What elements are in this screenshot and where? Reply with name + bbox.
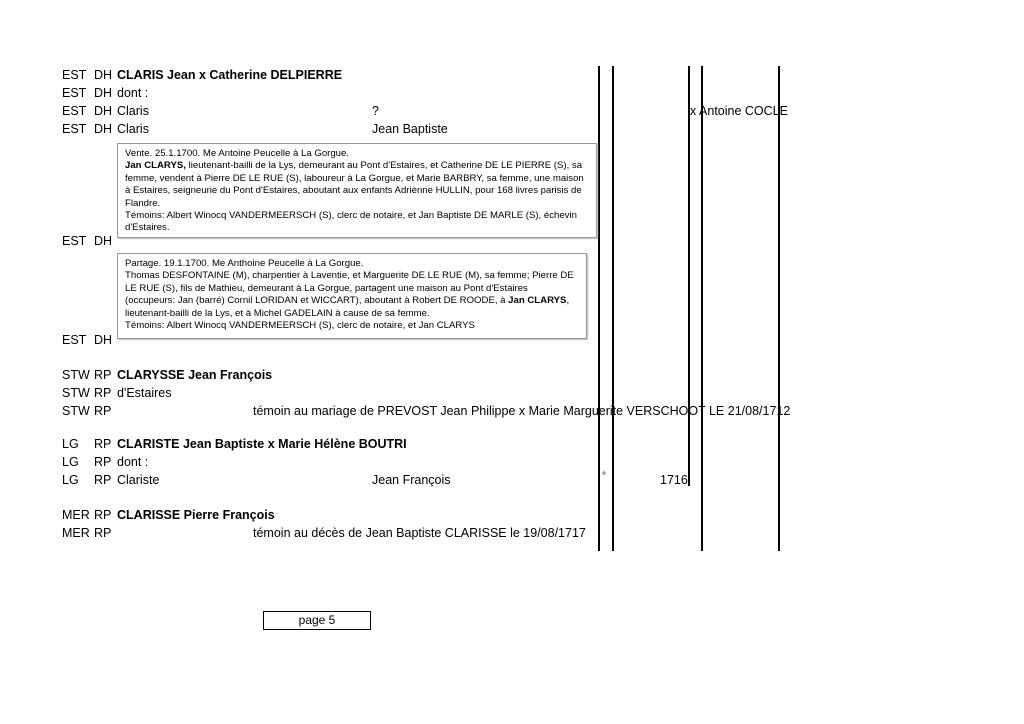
spouse: x Antoine COCLE [690, 104, 788, 118]
note-heading: Partage. 19.1.1700. Me Anthoine Peucelle à La Gorgue. [125, 258, 364, 269]
register-code: RP [94, 473, 112, 487]
source-code: EST [62, 68, 87, 82]
register-code: DH [94, 68, 113, 82]
source-code: MER [62, 526, 90, 540]
entry-title: CLARISTE Jean Baptiste x Marie Hélène BOUTRI [117, 437, 407, 451]
register-code: DH [94, 86, 113, 100]
entry-text: dont : [117, 86, 149, 100]
register-code: DH [94, 234, 113, 248]
note-vente [117, 143, 597, 238]
source-code: EST [62, 333, 87, 347]
source-code: STW [62, 386, 90, 400]
entry-title: CLARIS Jean x Catherine DELPIERRE [117, 68, 343, 82]
source-code: LG [62, 473, 79, 487]
surname: Clariste [117, 473, 160, 487]
column-divider [701, 66, 703, 551]
register-code: DH [94, 333, 113, 347]
note-text: , lieutenant-bailli de la Lys, et à Michel GADELAIN à cause de sa femme. [125, 295, 570, 319]
entry-title: CLARISSE Pierre François [117, 508, 275, 522]
birth-year: 1716 [660, 473, 688, 487]
register-code: RP [94, 368, 112, 382]
register-code: RP [94, 386, 112, 400]
register-code: RP [94, 437, 112, 451]
register-code: RP [94, 455, 112, 469]
register-code: RP [94, 404, 112, 418]
column-divider [598, 66, 600, 551]
register-code: RP [94, 526, 112, 540]
source-code: LG [62, 437, 79, 451]
source-code: EST [62, 234, 87, 248]
register-code: DH [94, 122, 113, 136]
entry-title: CLARYSSE Jean François [117, 368, 273, 382]
source-code: MER [62, 508, 90, 522]
entry-text: d'Estaires [117, 386, 172, 400]
note-partage [117, 253, 587, 339]
source-code: LG [62, 455, 79, 469]
entry-remark: témoin au décès de Jean Baptiste CLARISSE le 19/08/1717 [253, 526, 586, 540]
source-code: STW [62, 404, 90, 418]
source-code: EST [62, 86, 87, 100]
note-witnesses: Témoins: Albert Winocq VANDERMEERSCH (S), clerc de notaire, et Jan Baptiste DE MARLE (S), échevin d'Estaires. [125, 210, 577, 234]
entry-text: dont : [117, 455, 149, 469]
surname: Claris [117, 104, 149, 118]
note-body [125, 270, 579, 320]
source-code: STW [62, 368, 90, 382]
page-number: page 5 [263, 611, 371, 630]
given-name: Jean François [372, 473, 451, 487]
surname: Claris [117, 122, 149, 136]
note-heading: Vente. 25.1.1700. Me Antoine Peucelle à La Gorgue. [125, 148, 350, 159]
note-text: lieutenant-bailli de la Lys, demeurant au Pont d'Estaires, et Catherine DE LE PIERRE (S), sa femme, vendent à Pierre DE LE RUE (S), laboureur à La Gorgue, et Marie BARBRY, sa femme, une maison à Estaires, seigneurie du Pont d'Estaires, aboutant aux enfants Adriènne HULLIN, pour 168 livres parisis de Flandre. [125, 160, 584, 209]
entry-remark: témoin au mariage de PREVOST Jean Philippe x Marie Marguerite VERSCHOOT LE 21/08/1712 [253, 404, 791, 418]
note-name-highlight: Jan CLARYS [508, 295, 567, 307]
column-divider [612, 66, 614, 551]
given-name: ? [372, 104, 379, 118]
column-divider [778, 66, 780, 551]
source-code: EST [62, 104, 87, 118]
note-body [125, 160, 589, 210]
note-name-highlight: Jan CLARYS, [125, 160, 186, 172]
register-code: RP [94, 508, 112, 522]
note-text: Thomas DESFONTAINE (M), charpentier à Laventie, et Marguerite DE LE RUE (M), sa femme; Pierre DE LE RUE (S), fils de Mathieu, demeurant à La Gorgue, partagent une maison au Pont d'Estaires (occupeurs: Jan (barré) Cornil LORIDAN et WICCART), aboutant à Robert DE ROODE, à [125, 270, 574, 307]
given-name: Jean Baptiste [372, 122, 448, 136]
register-code: DH [94, 104, 113, 118]
source-code: EST [62, 122, 87, 136]
note-witnesses: Témoins: Albert Winocq VANDERMEERSCH (S), clerc de notaire, et Jan CLARYS [125, 320, 475, 332]
birth-symbol: ° [602, 471, 606, 482]
column-divider [688, 66, 690, 486]
